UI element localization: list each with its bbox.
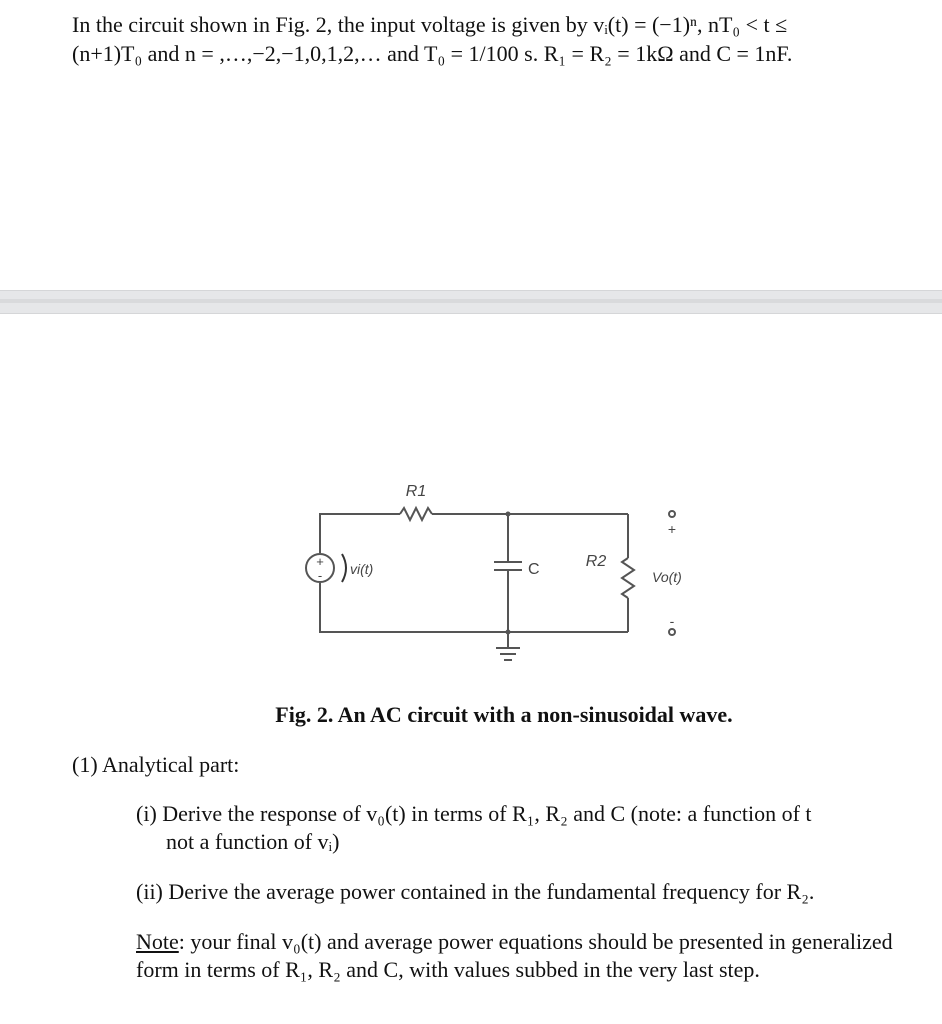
question-1-line-1: (i) Derive the response of v₀(t) in terms of R₁, R₂ and C (note: a function of t	[136, 801, 812, 826]
output-plus-sign: +	[667, 521, 677, 537]
capacitor-label: C	[528, 561, 540, 578]
output-minus-sign: -	[669, 613, 675, 629]
r1-label: R1	[405, 483, 427, 500]
figure-caption: Fig. 2. An AC circuit with a non-sinusoidal wave.	[275, 702, 733, 727]
question-1	[136, 800, 916, 856]
node-bottom	[506, 630, 511, 635]
wire-bottom	[320, 583, 628, 632]
circuit-diagram	[280, 470, 700, 680]
r2-label: R2	[585, 553, 607, 570]
source-bracket	[342, 554, 346, 582]
note-paragraph	[136, 928, 916, 984]
problem-line-2: (n+1)T₀ and n = ,…,−2,−1,0,1,2,… and T₀ = 1/100 s. R₁ = R₂ = 1kΩ and C = 1nF.	[72, 41, 793, 66]
question-1-line-2: not a function of vᵢ)	[166, 829, 340, 854]
output-voltage-label: Vo(t)	[652, 569, 682, 585]
input-voltage-label: vi(t)	[350, 561, 374, 577]
source-minus-sign: -	[317, 568, 323, 583]
note-label: Note	[136, 929, 179, 954]
wire-top-left	[320, 514, 400, 553]
problem-statement	[72, 10, 912, 68]
part-label: (1) Analytical part:	[72, 752, 240, 777]
problem-line-1: In the circuit shown in Fig. 2, the input voltage is given by vᵢ(t) = (−1)ⁿ, nT₀ < t ≤	[72, 12, 788, 37]
r2-resistor	[622, 558, 634, 598]
section-divider	[0, 290, 942, 314]
output-terminal-top	[669, 511, 675, 517]
question-2: (ii) Derive the average power contained in the fundamental frequency for R₂.	[136, 879, 815, 904]
r1-resistor	[400, 508, 432, 520]
output-terminal-bottom	[669, 629, 675, 635]
node-top	[506, 512, 511, 517]
note-text: : your final v₀(t) and average power equations should be presented in generalized form in terms of R₁, R₂ and C, with values subbed in the very last step.	[136, 929, 893, 982]
source-plus-sign: +	[316, 554, 324, 569]
